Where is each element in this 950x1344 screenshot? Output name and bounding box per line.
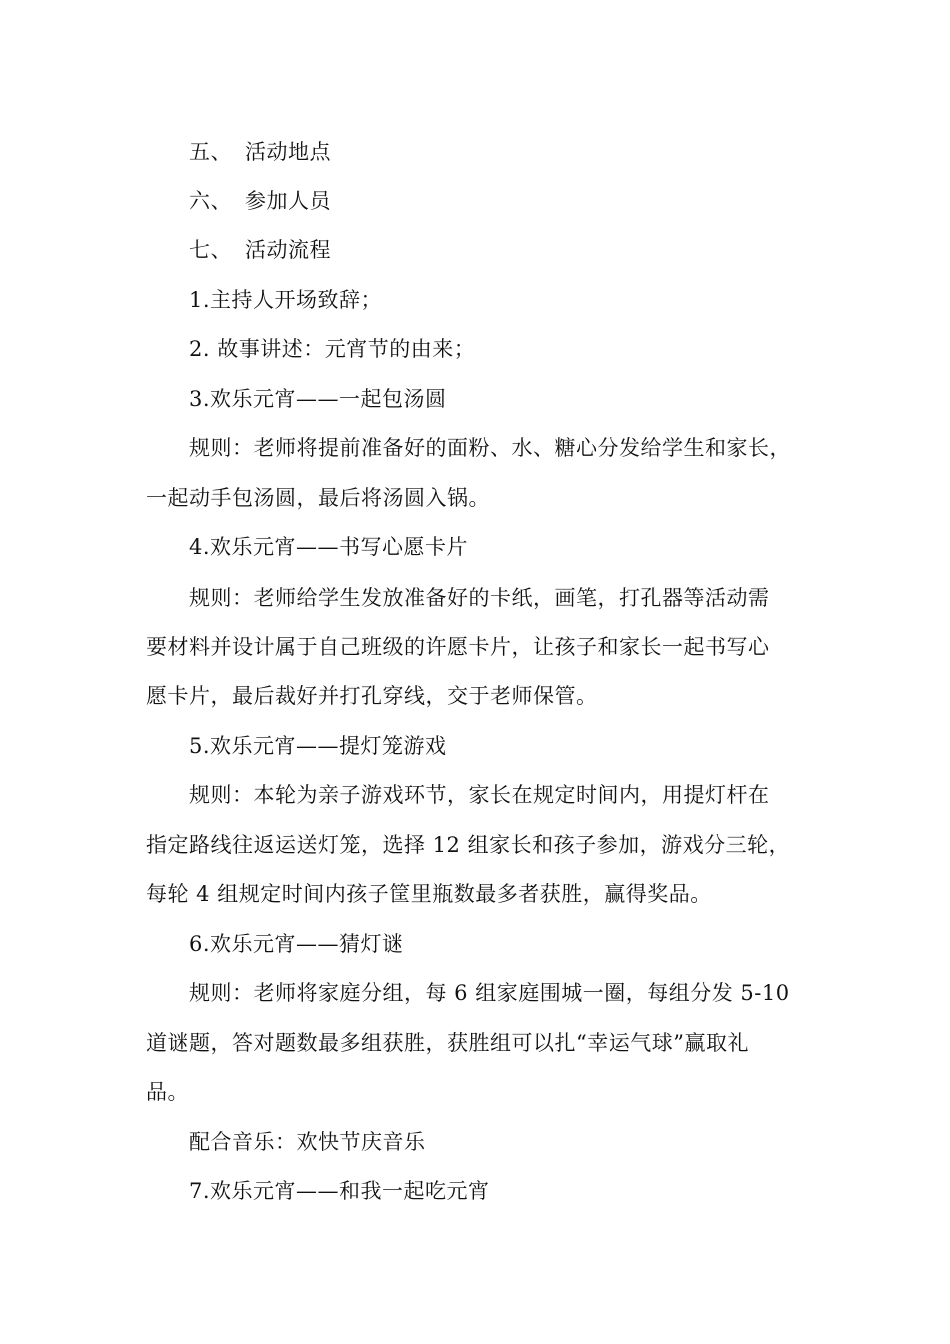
section-heading-5	[189, 138, 869, 166]
rule-paragraph-line: 每轮 4 组规定时间内孩子筐里瓶数最多者获胜，赢得奖品。	[146, 882, 712, 906]
section-title: 参加人员	[245, 189, 331, 213]
rule-paragraph-line: 一起动手包汤圆，最后将汤圆入锅。	[146, 486, 490, 510]
rule-paragraph-line: 品。	[146, 1080, 189, 1104]
section-title: 活动地点	[245, 140, 331, 164]
rule-paragraph-line: 规则：本轮为亲子游戏环节，家长在规定时间内，用提灯杆在	[189, 783, 770, 807]
rule-paragraph-line: 道谜题，答对题数最多组获胜，获胜组可以扎“幸运气球”赢取礼	[146, 1031, 749, 1055]
rule-paragraph-line: 指定路线往返运送灯笼，选择 12 组家长和孩子参加，游戏分三轮，	[146, 833, 791, 857]
rule-paragraph-line: 规则：老师将家庭分组，每 6 组家庭围城一圈，每组分发 5-10	[189, 981, 790, 1005]
section-number: 五、	[189, 140, 232, 164]
step-5-heading: 5.欢乐元宵——提灯笼游戏	[189, 734, 447, 758]
section-number: 七、	[189, 238, 232, 262]
step-6-heading: 6.欢乐元宵——猜灯谜	[189, 932, 404, 956]
music-note-line: 配合音乐：欢快节庆音乐	[189, 1130, 426, 1154]
rule-paragraph-line: 愿卡片，最后裁好并打孔穿线，交于老师保管。	[146, 684, 598, 708]
step-1-line: 1.主持人开场致辞；	[189, 288, 383, 312]
step-7-heading: 7.欢乐元宵——和我一起吃元宵	[189, 1179, 490, 1203]
rule-paragraph-line: 规则：老师给学生发放准备好的卡纸，画笔，打孔器等活动需	[189, 586, 770, 610]
step-2-line: 2. 故事讲述：元宵节的由来；	[189, 337, 476, 361]
section-title: 活动流程	[245, 238, 331, 262]
rule-paragraph-line: 要材料并设计属于自己班级的许愿卡片，让孩子和家长一起书写心	[146, 635, 770, 659]
rule-paragraph-line: 规则：老师将提前准备好的面粉、水、糖心分发给学生和家长，	[189, 436, 791, 460]
section-number: 六、	[189, 189, 232, 213]
section-heading-6	[189, 187, 869, 215]
section-heading-7	[189, 236, 869, 264]
step-4-heading: 4.欢乐元宵——书写心愿卡片	[189, 535, 469, 559]
step-3-heading: 3.欢乐元宵——一起包汤圆	[189, 387, 447, 411]
